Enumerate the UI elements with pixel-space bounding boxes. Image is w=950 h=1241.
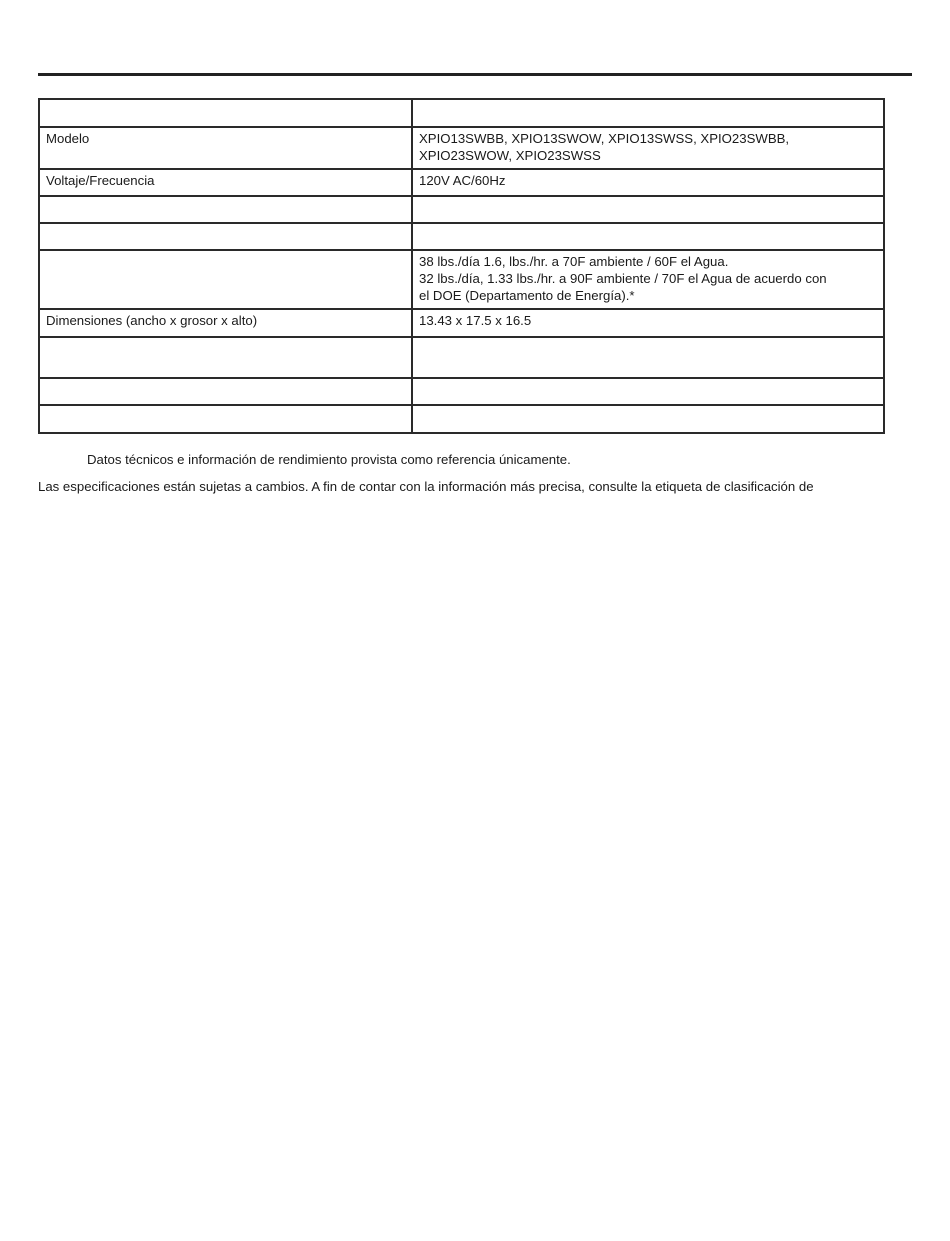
spec-value-line: 13.43 x 17.5 x 16.5: [419, 313, 532, 328]
spec-value-cell: [412, 223, 884, 250]
spec-value-cell: [412, 337, 884, 378]
table-row: [39, 223, 884, 250]
table-row: [39, 127, 884, 169]
spec-value-cell: [412, 378, 884, 405]
table-row: [39, 378, 884, 405]
spec-label-cell: [39, 337, 412, 378]
spec-value-cell: [412, 309, 884, 337]
table-row: [39, 337, 884, 378]
spec-value-cell: [412, 405, 884, 433]
spec-label-cell: [39, 99, 412, 127]
spec-value-cell: [412, 99, 884, 127]
spec-value-line: 120V AC/60Hz: [419, 173, 506, 188]
spec-value-cell: [412, 127, 884, 169]
spec-label-cell: [39, 169, 412, 196]
table-row: [39, 99, 884, 127]
spec-label-cell: [39, 250, 412, 309]
spec-value-line: el DOE (Departamento de Energía).*: [419, 288, 635, 303]
spec-label-modelo: Modelo: [46, 131, 90, 146]
table-row: [39, 250, 884, 309]
table-row: [39, 309, 884, 337]
table-row: [39, 405, 884, 433]
spec-value-line: 32 lbs./día, 1.33 lbs./hr. a 90F ambiente / 70F el Agua de acuerdo con: [419, 271, 827, 286]
spec-label-cell: [39, 378, 412, 405]
spec-value-line: 38 lbs./día 1.6, lbs./hr. a 70F ambiente / 60F el Agua.: [419, 254, 729, 269]
spec-value-line: XPIO23SWOW, XPIO23SWSS: [419, 148, 601, 163]
spec-label-cell: [39, 127, 412, 169]
spec-label-voltaje: Voltaje/Frecuencia: [46, 173, 155, 188]
spec-label-cell: [39, 196, 412, 223]
table-row: [39, 196, 884, 223]
spec-label-cell: [39, 405, 412, 433]
spec-value-cell: [412, 196, 884, 223]
spec-value-line: XPIO13SWBB, XPIO13SWOW, XPIO13SWSS, XPIO23SWBB,: [419, 131, 790, 146]
changes-note: Las especificaciones están sujetas a cambios. A fin de contar con la información más precisa, consulte la etiqueta de clasificación de: [38, 479, 814, 494]
reference-note: Datos técnicos e información de rendimiento provista como referencia únicamente.: [87, 452, 571, 467]
spec-value-cell: [412, 169, 884, 196]
header-rule: [38, 73, 912, 76]
table-row: [39, 169, 884, 196]
spec-label-cell: [39, 223, 412, 250]
spec-label-dimensiones: Dimensiones (ancho x grosor x alto): [46, 313, 258, 328]
spec-label-cell: [39, 309, 412, 337]
spec-value-cell: [412, 250, 884, 309]
specifications-table: [38, 98, 885, 434]
